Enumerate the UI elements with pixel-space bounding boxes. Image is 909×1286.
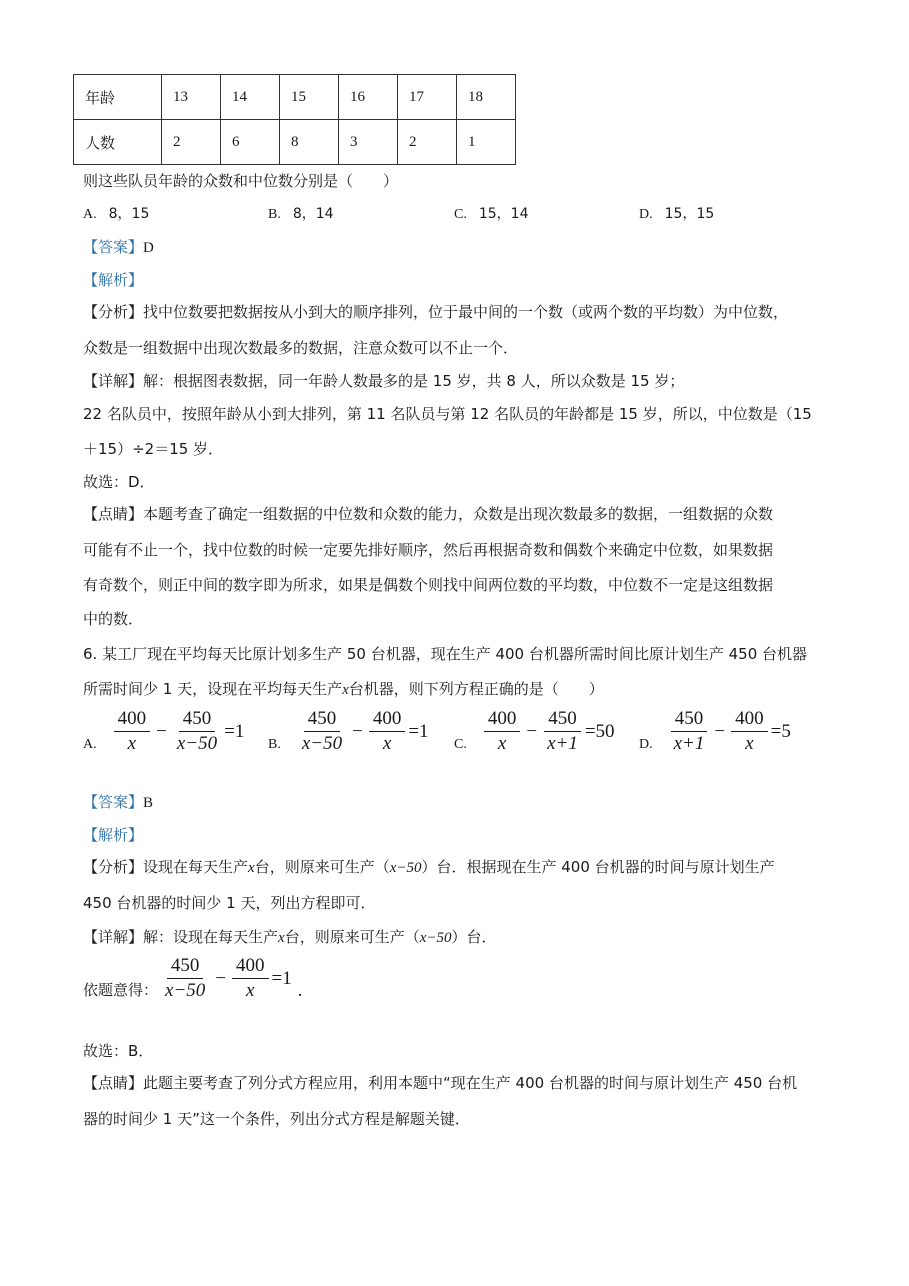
option-letter: A. bbox=[83, 207, 97, 222]
q6-dianjing-line-2: 器的时间少 1 天”这一个条件，列出分式方程是解题关键． bbox=[83, 1110, 470, 1128]
equation-end: . bbox=[297, 979, 303, 1001]
q6-fenxi-line-1 bbox=[83, 856, 775, 877]
table-cell: 15 bbox=[280, 75, 339, 120]
option-text: 8，14 bbox=[292, 206, 334, 222]
table-cell: 6 bbox=[221, 120, 280, 165]
q6-option-a bbox=[83, 708, 244, 755]
q6-stem-line-1: 6. 某工厂现在平均每天比原计划多生产 50 台机器，现在生产 400 台机器所需时间比原计划生产 450 台机器 bbox=[83, 645, 808, 663]
option-letter: B. bbox=[268, 736, 281, 752]
denominator: x−50 bbox=[301, 733, 343, 754]
xiangjie-text: 解：根据图表数据，同一年龄人数最多的是 15 岁，共 8 人，所以众数是 15 岁； bbox=[143, 372, 685, 390]
operator: − bbox=[352, 720, 363, 742]
q6-equation bbox=[83, 955, 302, 1002]
q6-stem-line-2 bbox=[83, 678, 604, 699]
q5-dianjing-line-2: 可能有不止一个，找中位数的时候一定要先排好顺序，然后再根据奇数和偶数个来确定中位数，如果数据 bbox=[83, 541, 774, 559]
denominator: x−50 bbox=[165, 980, 206, 1001]
variable-x: x bbox=[342, 682, 349, 698]
xiangjie-text: 解：设现在每天生产 bbox=[143, 928, 279, 946]
q6-choose: 故选：B． bbox=[83, 1042, 154, 1060]
xiangjie-text: 台，则原来可生产（ bbox=[284, 928, 420, 946]
numerator: 400 bbox=[369, 708, 406, 732]
table-header-count: 人数 bbox=[74, 120, 162, 165]
answer-tag: 【答案】 bbox=[83, 793, 144, 811]
table-cell: 14 bbox=[221, 75, 280, 120]
option-letter: C. bbox=[454, 207, 467, 222]
q5-xiangjie-line-3: ＋15）÷2＝15 岁． bbox=[83, 440, 224, 458]
table-header-age: 年龄 bbox=[74, 75, 162, 120]
option-letter: D. bbox=[639, 207, 653, 222]
q5-option-c bbox=[454, 203, 528, 223]
q6-xiangjie-line bbox=[83, 926, 497, 947]
option-letter: A. bbox=[83, 736, 97, 752]
fraction bbox=[484, 708, 521, 755]
fraction bbox=[173, 708, 221, 755]
table-cell: 8 bbox=[280, 120, 339, 165]
fenxi-text: ）台．根据现在生产 400 台机器的时间与原计划生产 bbox=[421, 858, 775, 876]
q5-xiangjie-line-2: 22 名队员中，按照年龄从小到大排列，第 11 名队员与第 12 名队员的年龄都是 15 岁，所以，中位数是（15 bbox=[83, 405, 812, 423]
equals-part: =50 bbox=[584, 720, 615, 742]
expression: x−50 bbox=[419, 930, 452, 946]
answer-value: B bbox=[143, 795, 154, 811]
denominator: x+1 bbox=[673, 733, 705, 754]
fenxi-text: 设现在每天生产 bbox=[143, 858, 249, 876]
equals-part: =5 bbox=[770, 720, 791, 742]
expression: x−50 bbox=[389, 860, 422, 876]
operator: − bbox=[714, 720, 726, 742]
operator: − bbox=[215, 967, 226, 989]
stem-text: 所需时间少 1 天，设现在平均每天生产 bbox=[83, 680, 343, 698]
table-row bbox=[74, 75, 516, 120]
fraction bbox=[731, 708, 768, 755]
q6-analysis-tag: 【解析】 bbox=[83, 826, 144, 844]
equals-part: =1 bbox=[224, 720, 245, 742]
fraction bbox=[543, 708, 582, 755]
option-text: 8，15 bbox=[108, 206, 150, 222]
table-cell: 2 bbox=[398, 120, 457, 165]
xiangjie-tag: 【详解】 bbox=[83, 928, 144, 946]
dianjing-text: 本题考查了确定一组数据的中位数和众数的能力，众数是出现次数最多的数据，一组数据的众数 bbox=[143, 505, 774, 523]
fraction bbox=[670, 708, 709, 755]
q5-analysis-tag: 【解析】 bbox=[83, 271, 144, 289]
xiangjie-tag: 【详解】 bbox=[83, 372, 144, 390]
denominator: x bbox=[246, 980, 255, 1001]
option-letter: C. bbox=[454, 736, 467, 752]
denominator: x−50 bbox=[176, 733, 218, 754]
fenxi-tag: 【分析】 bbox=[83, 858, 144, 876]
table-cell: 1 bbox=[457, 120, 516, 165]
yiti-label: 依题意得： bbox=[83, 981, 159, 999]
q5-question: 则这些队员年龄的众数和中位数分别是（ ） bbox=[83, 172, 399, 190]
q6-fenxi-line-2: 450 台机器的时间少 1 天，列出方程即可． bbox=[83, 894, 376, 912]
q5-dianjing-line-1 bbox=[83, 503, 773, 524]
numerator: 400 bbox=[731, 708, 768, 732]
q5-dianjing-line-4: 中的数． bbox=[83, 610, 144, 628]
operator: − bbox=[156, 720, 167, 742]
q5-option-b bbox=[268, 203, 334, 223]
q5-dianjing-line-3: 有奇数个，则正中间的数字即为所求，如果是偶数个则找中间两位数的平均数，中位数不一定是这组数据 bbox=[83, 576, 774, 594]
q6-option-d bbox=[639, 708, 791, 755]
option-letter: D. bbox=[639, 736, 653, 752]
numerator: 450 bbox=[167, 955, 204, 979]
q5-fenxi-line-1 bbox=[83, 301, 788, 322]
option-text: 15，15 bbox=[664, 206, 715, 222]
dianjing-text: 此题主要考查了列分式方程应用，利用本题中“现在生产 400 台机器的时间与原计划生产 450 台机 bbox=[143, 1074, 798, 1092]
option-letter: B. bbox=[268, 207, 281, 222]
numerator: 450 bbox=[179, 708, 216, 732]
table-cell: 18 bbox=[457, 75, 516, 120]
q5-choose: 故选：D． bbox=[83, 473, 155, 491]
q6-option-b bbox=[268, 708, 429, 755]
numerator: 400 bbox=[114, 708, 151, 732]
table-cell: 16 bbox=[339, 75, 398, 120]
dianjing-tag: 【点睛】 bbox=[83, 1074, 144, 1092]
denominator: x bbox=[497, 733, 507, 754]
denominator: x+1 bbox=[547, 733, 578, 754]
fraction bbox=[232, 955, 269, 1002]
fraction bbox=[298, 708, 346, 755]
stem-text: 台机器，则下列方程正确的是（ ） bbox=[348, 680, 604, 698]
numerator: 450 bbox=[544, 708, 581, 732]
q6-dianjing-line-1 bbox=[83, 1072, 797, 1093]
q5-option-a bbox=[83, 203, 149, 223]
fraction bbox=[161, 955, 209, 1002]
numerator: 400 bbox=[484, 708, 521, 732]
q5-option-d bbox=[639, 203, 714, 223]
denominator: x bbox=[382, 733, 392, 754]
variable-x: x bbox=[278, 930, 285, 946]
answer-value: D bbox=[143, 240, 154, 256]
dianjing-tag: 【点睛】 bbox=[83, 505, 144, 523]
fenxi-tag: 【分析】 bbox=[83, 303, 144, 321]
q5-fenxi-line-2: 众数是一组数据中出现次数最多的数据，注意众数可以不止一个． bbox=[83, 339, 519, 357]
table-cell: 17 bbox=[398, 75, 457, 120]
table-row bbox=[74, 120, 516, 165]
option-text: 15，14 bbox=[478, 206, 529, 222]
q6-option-c bbox=[454, 708, 615, 755]
table-cell: 3 bbox=[339, 120, 398, 165]
variable-x: x bbox=[248, 860, 255, 876]
fraction bbox=[114, 708, 151, 755]
numerator: 450 bbox=[671, 708, 708, 732]
numerator: 400 bbox=[232, 955, 269, 979]
equals-part: =1 bbox=[408, 720, 429, 742]
fraction bbox=[369, 708, 406, 755]
age-count-table bbox=[73, 74, 516, 165]
xiangjie-text: ）台． bbox=[451, 928, 497, 946]
q5-xiangjie-line-1 bbox=[83, 370, 684, 391]
numerator: 450 bbox=[304, 708, 341, 732]
q6-answer bbox=[83, 791, 153, 812]
equals-part: =1 bbox=[271, 967, 292, 989]
table-cell: 2 bbox=[162, 120, 221, 165]
fenxi-text: 找中位数要把数据按从小到大的顺序排列，位于最中间的一个数（或两个数的平均数）为中位数， bbox=[143, 303, 789, 321]
fenxi-text: 台，则原来可生产（ bbox=[254, 858, 390, 876]
table-cell: 13 bbox=[162, 75, 221, 120]
operator: − bbox=[526, 720, 538, 742]
q5-answer bbox=[83, 236, 154, 257]
denominator: x bbox=[745, 733, 754, 754]
denominator: x bbox=[127, 733, 137, 754]
answer-tag: 【答案】 bbox=[83, 238, 144, 256]
